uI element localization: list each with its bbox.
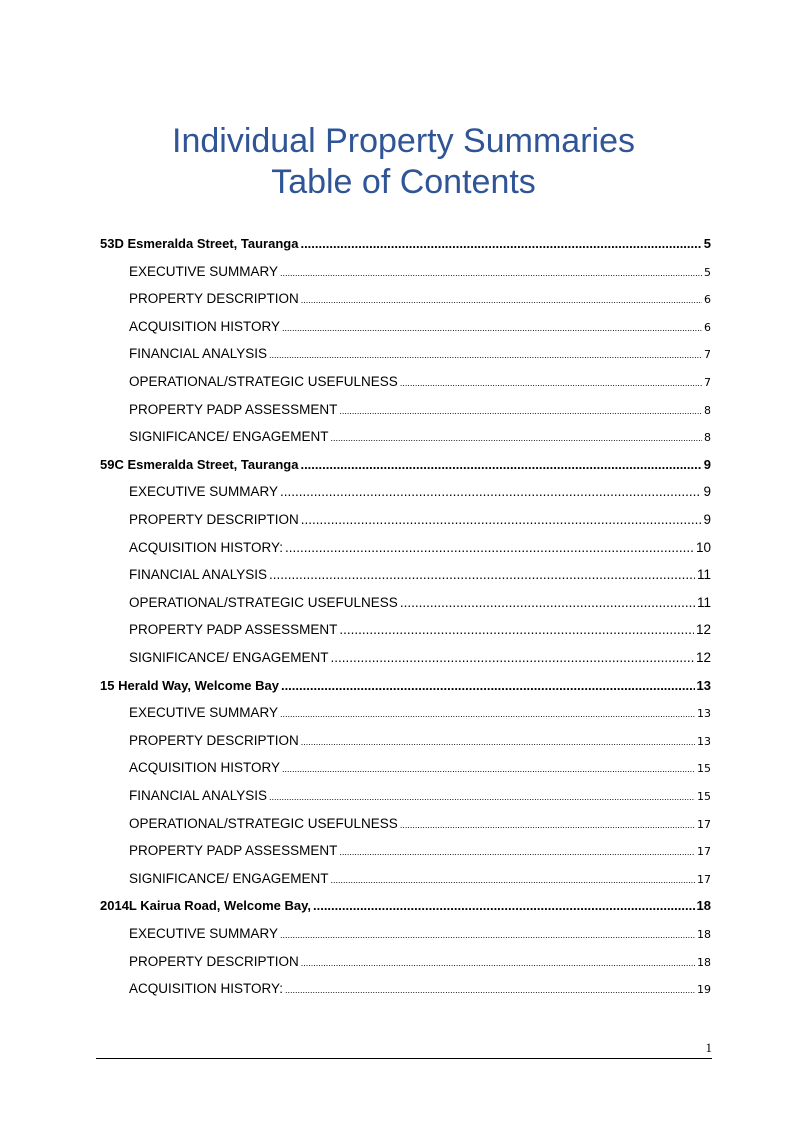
toc-dot-leader: [300, 234, 701, 254]
toc-entry-label: EXECUTIVE SUMMARY: [129, 263, 279, 279]
toc-dot-leader: [400, 593, 695, 613]
toc-entry-page: 6: [704, 293, 711, 307]
toc-entry-page: 9: [703, 456, 711, 472]
toc-dot-leader: [400, 373, 702, 392]
toc-entry-page: 17: [697, 817, 711, 831]
toc-entry-label: PROPERTY DESCRIPTION: [129, 291, 299, 307]
page-subtitle: Table of Contents: [271, 163, 536, 201]
toc-entry-page: 19: [697, 983, 711, 997]
toc-dot-leader: [301, 732, 695, 751]
toc-entry-label: 59C Esmeralda Street, Tauranga: [100, 456, 299, 472]
toc-entry-label: FINANCIAL ANALYSIS: [129, 567, 268, 583]
toc-subsection-entry[interactable]: [129, 565, 711, 585]
toc-subsection-entry[interactable]: [129, 317, 711, 337]
toc-subsection-entry[interactable]: [129, 372, 711, 392]
toc-dot-leader: [280, 482, 701, 502]
toc-entry-label: EXECUTIVE SUMMARY: [129, 926, 279, 941]
toc-subsection-entry[interactable]: [129, 703, 711, 723]
toc-subsection-entry[interactable]: [129, 869, 711, 889]
toc-dot-leader: [280, 704, 695, 723]
toc-entry-page: 12: [695, 622, 711, 638]
toc-entry-page: 11: [696, 594, 711, 610]
toc-section-entry[interactable]: [100, 676, 711, 696]
toc-dot-leader: [269, 345, 702, 364]
toc-dot-leader: [269, 787, 695, 806]
toc-entry-page: 11: [696, 567, 711, 583]
toc-subsection-entry[interactable]: [129, 952, 711, 972]
toc-subsection-entry[interactable]: [129, 979, 711, 999]
toc-dot-leader: [285, 980, 695, 999]
toc-dot-leader: [301, 953, 695, 972]
toc-subsection-entry[interactable]: [129, 400, 711, 420]
toc-entry-label: 53D Esmeralda Street, Tauranga: [100, 236, 299, 251]
toc-dot-leader: [301, 510, 702, 530]
toc-entry-page: 5: [704, 265, 711, 279]
toc-entry-label: PROPERTY DESCRIPTION: [129, 512, 299, 527]
toc-section-entry[interactable]: [100, 896, 711, 916]
toc-subsection-entry[interactable]: [129, 289, 711, 309]
toc-dot-leader: [269, 565, 695, 585]
toc-subsection-entry[interactable]: [129, 427, 711, 447]
toc-subsection-entry[interactable]: [129, 924, 711, 944]
toc-entry-page: 13: [697, 734, 711, 748]
toc-entry-page: 13: [696, 677, 711, 693]
toc-entry-page: 7: [704, 376, 711, 389]
toc-subsection-entry[interactable]: [129, 648, 711, 668]
toc-entry-page: 15: [697, 790, 711, 803]
toc-entry-label: PROPERTY PADP ASSESSMENT: [129, 622, 338, 638]
toc-subsection-entry[interactable]: [129, 814, 711, 834]
toc-dot-leader: [300, 455, 701, 475]
toc-subsection-entry[interactable]: [129, 786, 711, 806]
toc-entry-label: PROPERTY DESCRIPTION: [129, 732, 299, 748]
toc-dot-leader: [282, 318, 702, 337]
page-number: 1: [705, 1040, 712, 1055]
toc-subsection-entry[interactable]: [129, 841, 711, 861]
toc-dot-leader: [331, 428, 702, 447]
toc-dot-leader: [400, 815, 695, 834]
toc-entry-page: 8: [704, 431, 711, 445]
toc-entry-page: 15: [697, 762, 711, 776]
toc-entry-label: OPERATIONAL/STRATEGIC USEFULNESS: [129, 815, 398, 831]
toc-entry-label: PROPERTY DESCRIPTION: [129, 953, 299, 969]
toc-entry-label: SIGNIFICANCE/ ENGAGEMENT: [129, 870, 329, 886]
toc-entry-label: ACQUISITION HISTORY:: [129, 981, 284, 997]
footer-divider: [96, 1058, 712, 1059]
toc-dot-leader: [339, 620, 694, 640]
toc-entry-label: FINANCIAL ANALYSIS: [129, 346, 268, 362]
toc-dot-leader: [281, 676, 695, 696]
toc-dot-leader: [331, 648, 694, 668]
toc-dot-leader: [331, 870, 695, 889]
toc-entry-label: OPERATIONAL/STRATEGIC USEFULNESS: [129, 374, 398, 389]
toc-subsection-entry[interactable]: [129, 758, 711, 778]
toc-entry-page: 18: [697, 955, 711, 969]
toc-entry-page: 17: [697, 872, 711, 886]
toc-entry-label: 15 Herald Way, Welcome Bay: [100, 677, 279, 693]
toc-entry-page: 13: [697, 707, 711, 721]
toc-entry-label: FINANCIAL ANALYSIS: [129, 788, 268, 803]
toc-entry-label: PROPERTY PADP ASSESSMENT: [129, 843, 338, 859]
toc-section-entry[interactable]: [100, 455, 711, 475]
toc-dot-leader: [282, 759, 695, 778]
toc-entry-page: 9: [703, 484, 711, 500]
toc-entry-page: 9: [703, 512, 711, 527]
toc-section-entry[interactable]: [100, 234, 711, 254]
toc-subsection-entry[interactable]: [129, 538, 711, 558]
toc-entry-page: 8: [704, 403, 711, 417]
toc-entry-page: 10: [695, 539, 711, 555]
toc-entry-label: ACQUISITION HISTORY: [129, 760, 281, 776]
toc-entry-page: 17: [697, 845, 711, 859]
toc-subsection-entry[interactable]: [129, 344, 711, 364]
toc-dot-leader: [301, 290, 702, 309]
toc-entry-page: 12: [695, 650, 711, 665]
toc-dot-leader: [280, 263, 702, 282]
page-title: Individual Property Summaries: [172, 122, 635, 160]
toc-entry-label: EXECUTIVE SUMMARY: [129, 705, 279, 721]
toc-subsection-entry[interactable]: [129, 482, 711, 502]
toc-entry-label: ACQUISITION HISTORY:: [129, 539, 284, 555]
toc-subsection-entry[interactable]: [129, 593, 711, 613]
toc-entry-page: 6: [704, 320, 711, 334]
toc-dot-leader: [313, 896, 695, 916]
toc-entry-page: 7: [704, 348, 711, 362]
toc-entry-page: 5: [703, 236, 711, 251]
toc-entry-label: OPERATIONAL/STRATEGIC USEFULNESS: [129, 594, 398, 610]
toc-entry-label: PROPERTY PADP ASSESSMENT: [129, 401, 338, 417]
toc-entry-label: SIGNIFICANCE/ ENGAGEMENT: [129, 429, 329, 445]
toc-dot-leader: [339, 401, 702, 420]
toc-subsection-entry[interactable]: [129, 262, 711, 282]
toc-dot-leader: [280, 925, 695, 944]
toc-entry-label: EXECUTIVE SUMMARY: [129, 484, 279, 500]
toc-dot-leader: [285, 538, 694, 558]
toc-entry-label: ACQUISITION HISTORY: [129, 318, 281, 334]
toc-subsection-entry[interactable]: [129, 731, 711, 751]
toc-entry-label: SIGNIFICANCE/ ENGAGEMENT: [129, 650, 329, 665]
toc-entry-page: 18: [696, 898, 711, 914]
toc-subsection-entry[interactable]: [129, 510, 711, 530]
toc-dot-leader: [339, 842, 695, 861]
toc-entry-page: 18: [697, 928, 711, 941]
toc-subsection-entry[interactable]: [129, 620, 711, 640]
toc-entry-label: 2014L Kairua Road, Welcome Bay,: [100, 898, 311, 914]
